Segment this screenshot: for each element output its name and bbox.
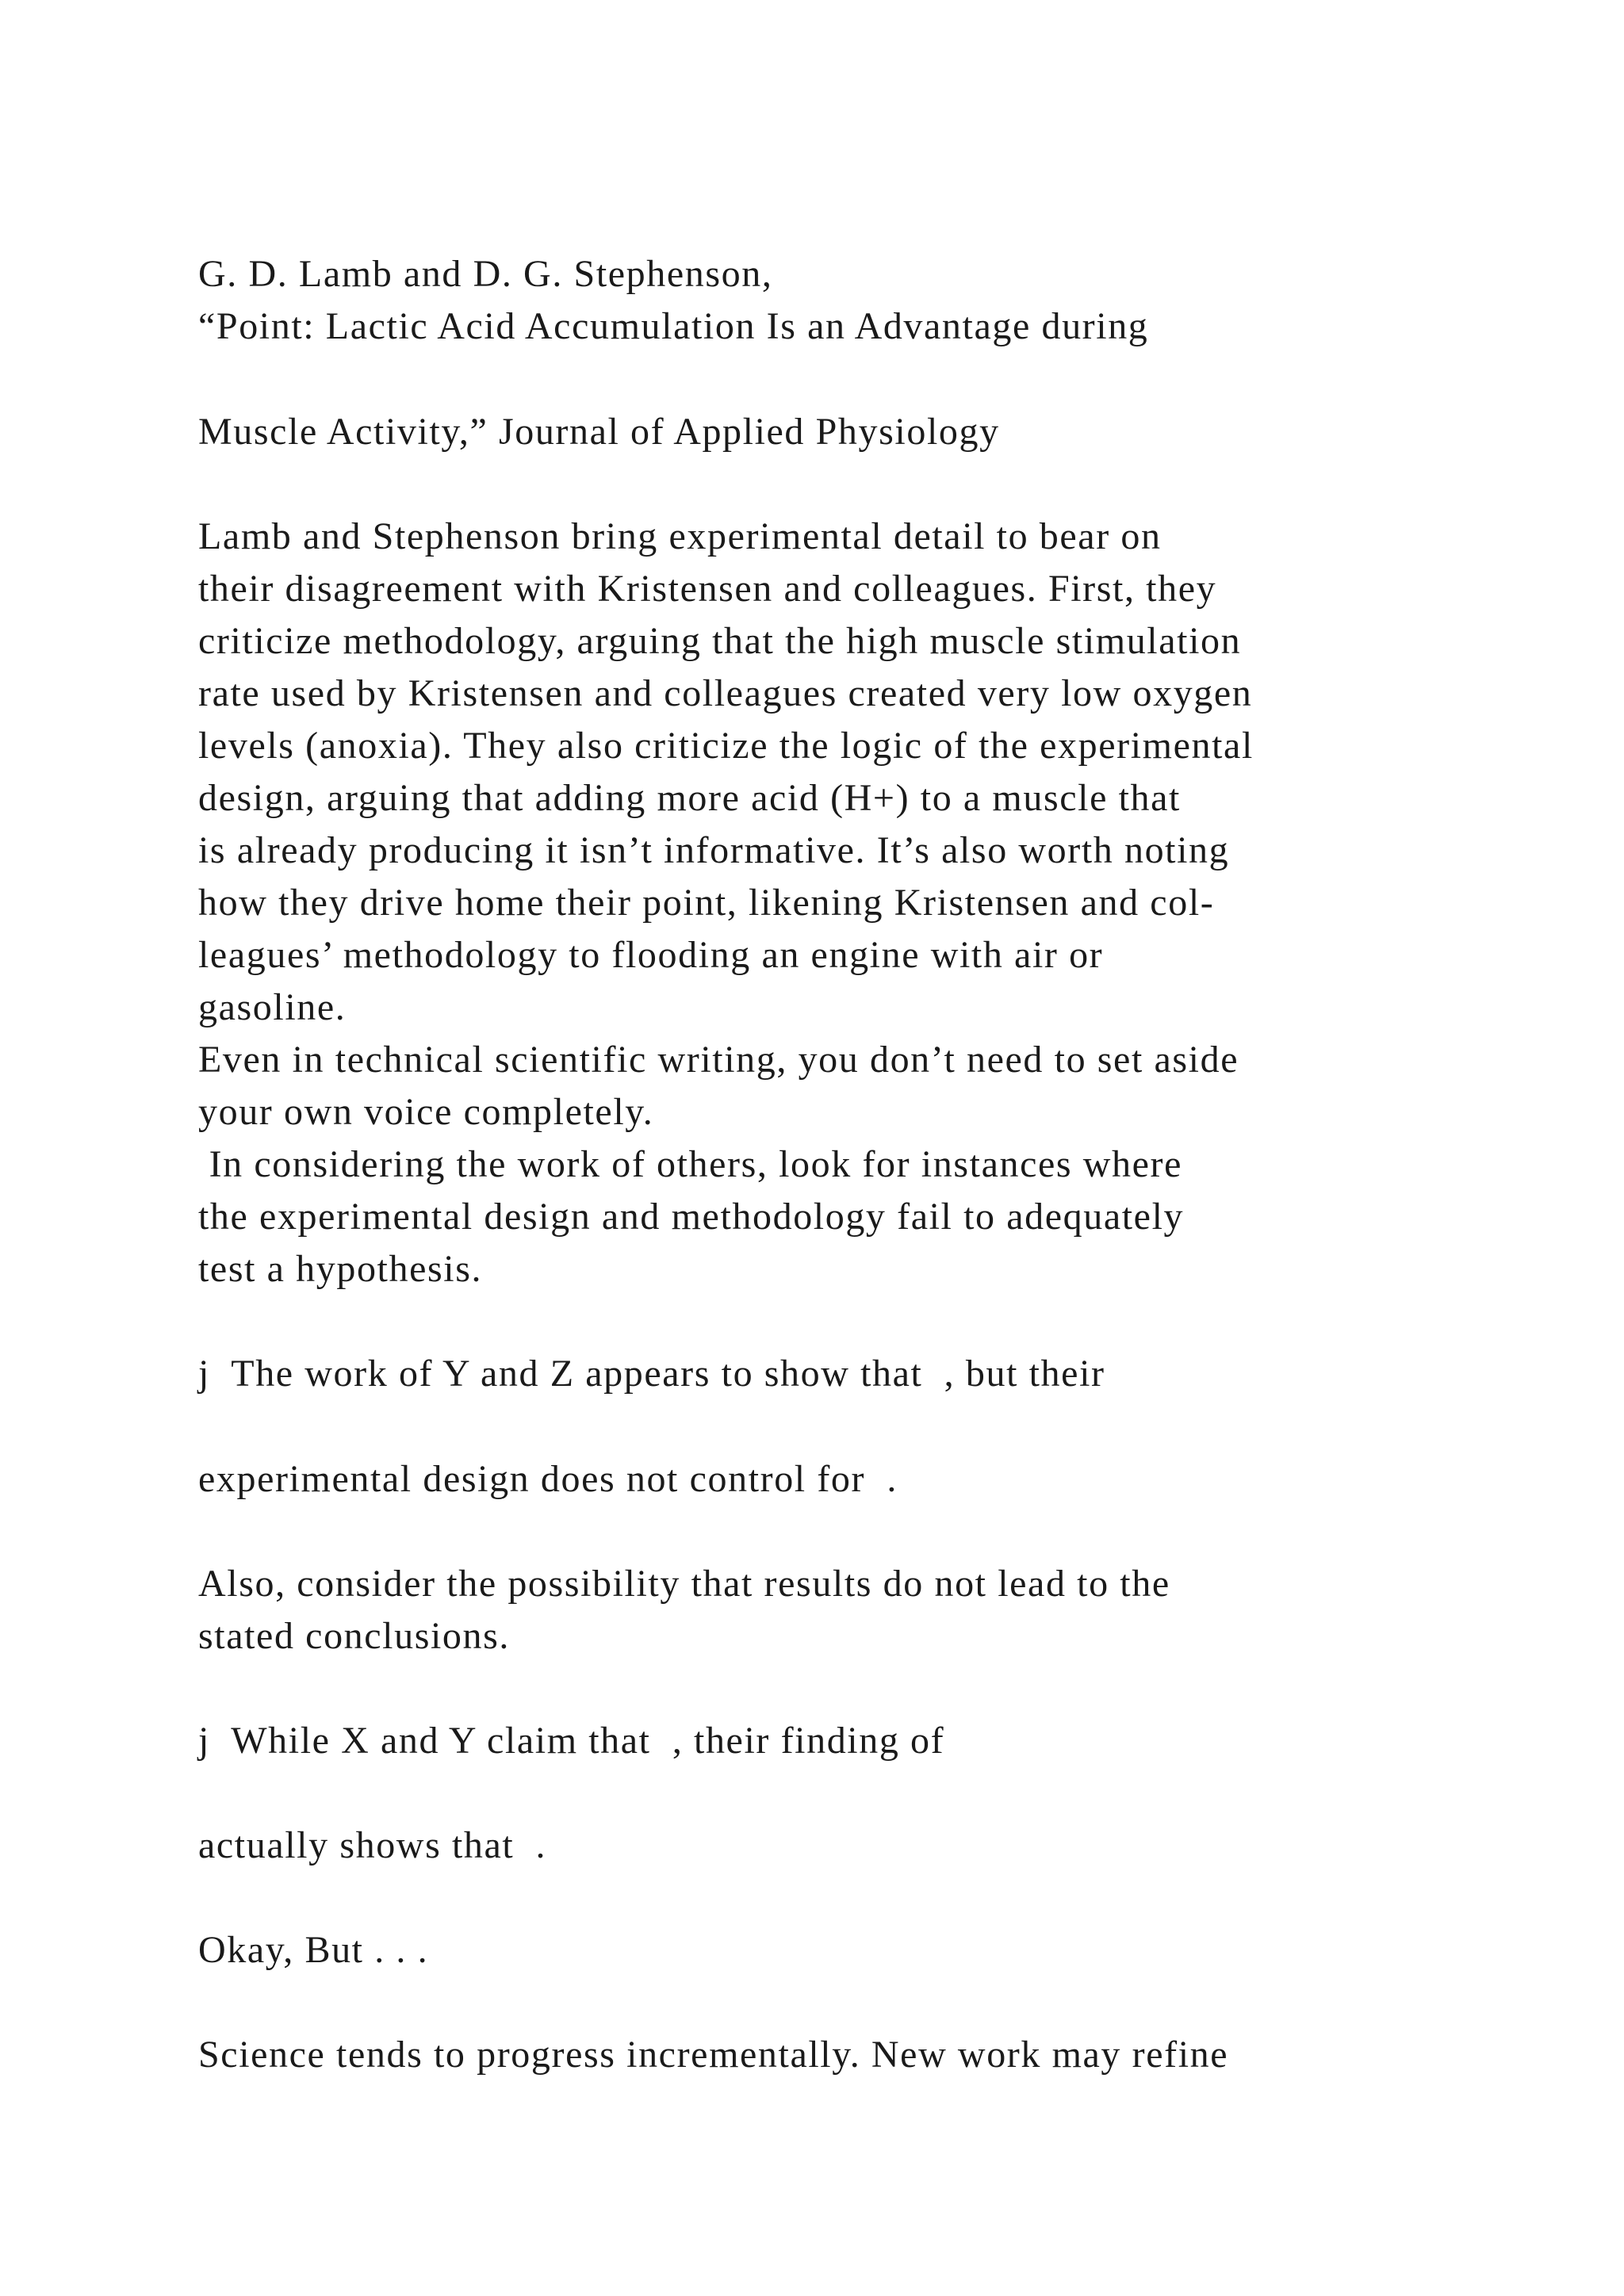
paragraph-line: In considering the work of others, look for instances where (198, 1143, 1183, 1185)
paragraph-line: your own voice completely. (198, 1091, 654, 1133)
paragraph-line: design, arguing that adding more acid (H+) to a muscle that (198, 777, 1181, 819)
template-sentence-2: j While X and Y claim that , their finding of (198, 1720, 945, 1762)
paragraph-line: criticize methodology, arguing that the high muscle stimulation (198, 620, 1242, 662)
paragraph-line: test a hypothesis. (198, 1248, 483, 1290)
paragraph-line: leagues’ methodology to flooding an engine with air or (198, 934, 1104, 976)
template-sentence-2-continued: actually shows that . (198, 1824, 547, 1866)
paragraph-line: the experimental design and methodology fail to adequately (198, 1196, 1185, 1238)
paragraph-line: Lamb and Stephenson bring experimental detail to bear on (198, 515, 1162, 557)
paragraph-line: Science tends to progress incrementally. New work may refine (198, 2034, 1229, 2076)
section-heading: Okay, But . . . (198, 1929, 429, 1971)
paragraph-line: is already producing it isn’t informative. It’s also worth noting (198, 829, 1230, 871)
template-sentence-1-continued: experimental design does not control for . (198, 1458, 898, 1500)
template-sentence-1: j The work of Y and Z appears to show that , but their (198, 1353, 1105, 1395)
paragraph-line: their disagreement with Kristensen and colleagues. First, they (198, 568, 1217, 610)
paragraph-line: gasoline. (198, 986, 347, 1028)
paragraph-line: Also, consider the possibility that results do not lead to the (198, 1563, 1170, 1605)
paragraph-line: how they drive home their point, likening Kristensen and col- (198, 882, 1215, 924)
paragraph-line: rate used by Kristensen and colleagues created very low oxygen (198, 672, 1253, 714)
citation-title-line-1: “Point: Lactic Acid Accumulation Is an Advantage during (198, 305, 1149, 347)
paragraph-line: stated conclusions. (198, 1615, 511, 1657)
citation-authors: G. D. Lamb and D. G. Stephenson, (198, 253, 773, 295)
citation-title-line-2: Muscle Activity,” Journal of Applied Physiology (198, 411, 1000, 453)
paragraph-line: levels (anoxia). They also criticize the logic of the experimental (198, 725, 1254, 767)
paragraph-line: Even in technical scientific writing, you don’t need to set aside (198, 1039, 1239, 1081)
